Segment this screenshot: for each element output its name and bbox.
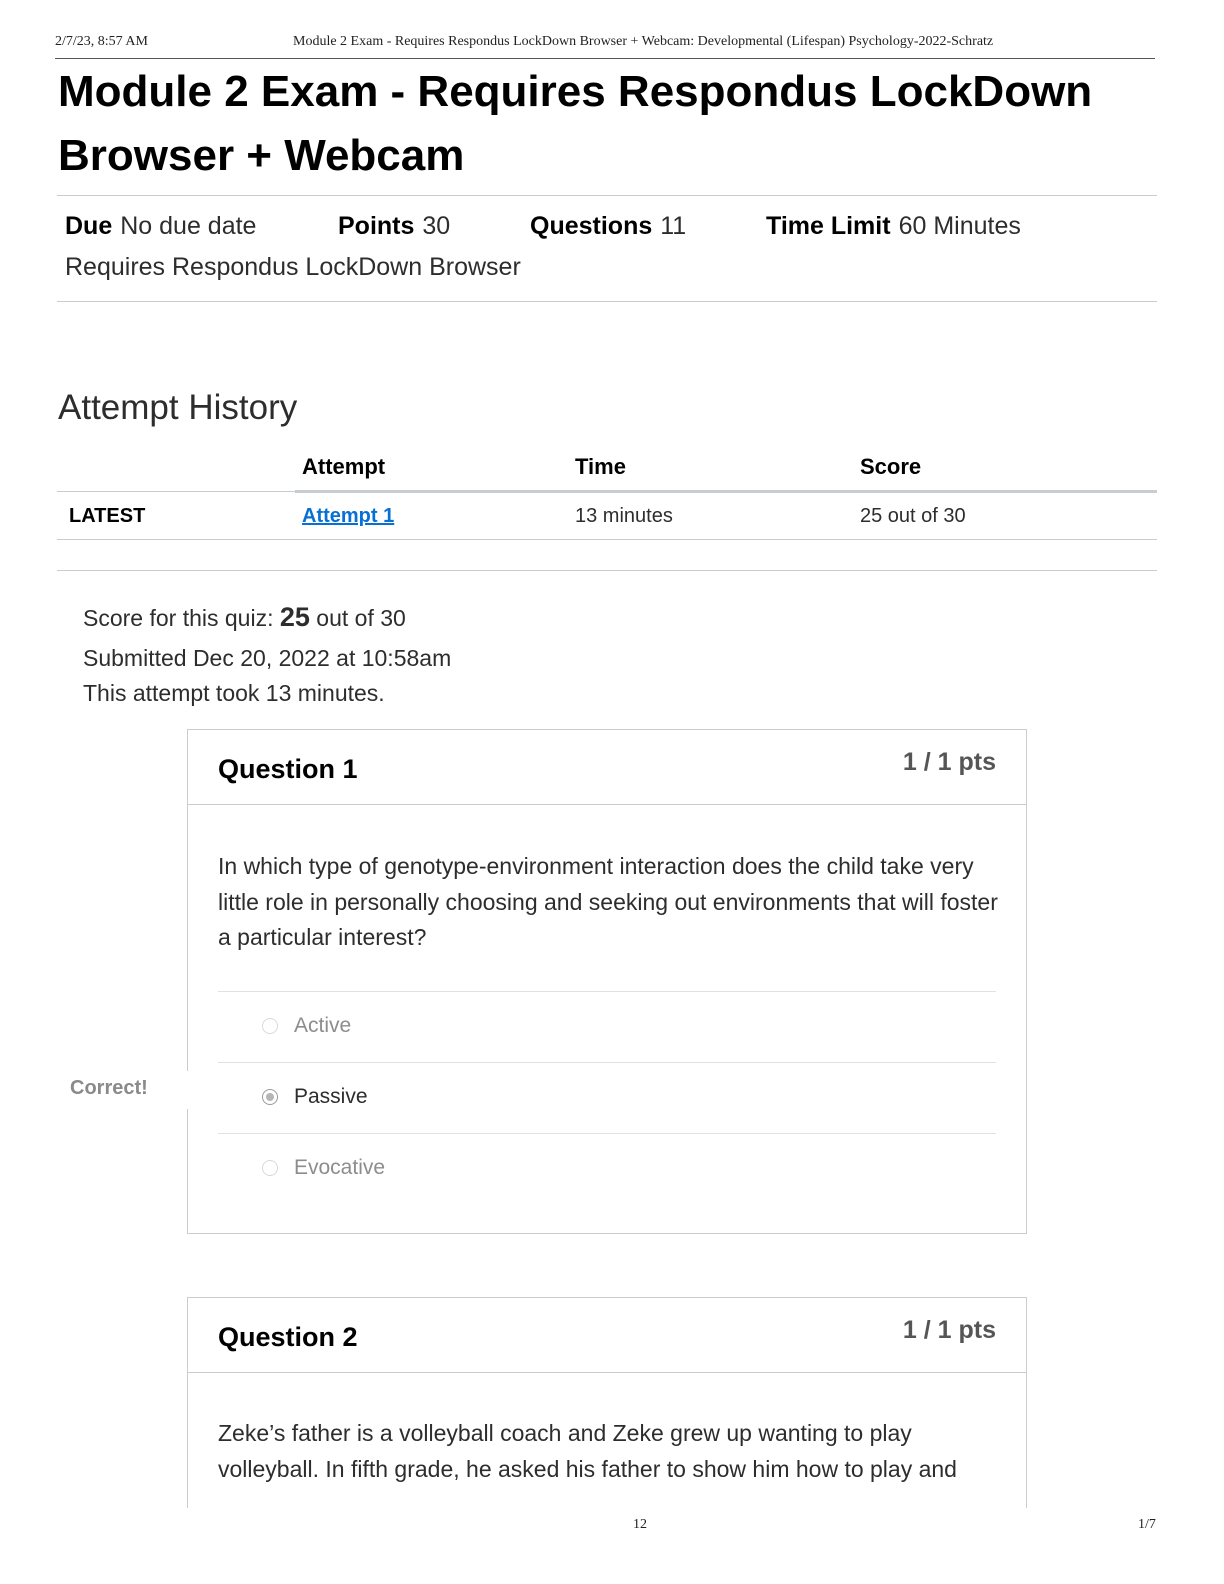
question-title: Question 2	[218, 1322, 358, 1352]
attempt-link[interactable]: Attempt 1	[302, 505, 395, 527]
answer-label: Active	[294, 1014, 352, 1037]
attempt-score: 25 out of 30	[860, 505, 966, 527]
meta-time-limit	[766, 212, 1021, 241]
question-text: In which type of genotype-environment interaction does the child take very little role in personally choosing and seeking out environments that will foster a particular interest?	[218, 853, 998, 950]
correct-feedback-label: Correct!	[70, 1077, 148, 1099]
question-points: 1 / 1 pts	[902, 1316, 996, 1344]
points-value: 30	[422, 212, 451, 240]
answer-divider	[218, 1062, 996, 1063]
answer-divider	[218, 1133, 996, 1134]
lockdown-note: Requires Respondus LockDown Browser	[65, 253, 521, 281]
answer-option-selected[interactable]	[262, 1082, 368, 1112]
question-card	[187, 729, 1027, 1234]
print-doc-title: Module 2 Exam - Requires Respondus LockDown Browser + Webcam: Developmental (Lifespan) Psychology-2022-Schratz	[293, 34, 994, 49]
questions-value: 11	[660, 212, 687, 240]
meta-questions	[530, 212, 686, 241]
meta-due	[65, 212, 256, 241]
due-value: No due date	[120, 212, 257, 240]
answer-label: Passive	[294, 1085, 368, 1108]
answer-option[interactable]	[262, 1153, 385, 1183]
answer-option[interactable]	[262, 1011, 351, 1041]
points-label: Points	[338, 212, 415, 240]
answer-label: Evocative	[294, 1156, 386, 1179]
question-header	[188, 1298, 1026, 1373]
page-bottom-mask	[180, 1508, 1040, 1584]
latest-tag: LATEST	[69, 505, 146, 527]
feedback-notch	[187, 1071, 189, 1109]
submitted-timestamp: Submitted Dec 20, 2022 at 10:58am	[83, 645, 452, 671]
meta-points	[338, 212, 450, 241]
table-header-rule	[57, 491, 295, 492]
page-title: Module 2 Exam - Requires Respondus LockDown Browser + Webcam	[58, 67, 1093, 180]
radio-unchecked-icon[interactable]	[262, 1160, 278, 1176]
due-label: Due	[65, 212, 113, 240]
column-header-time: Time	[575, 454, 626, 479]
score-suffix: out of 30	[316, 605, 406, 631]
print-datetime: 2/7/23, 8:57 AM	[55, 34, 148, 49]
column-header-score: Score	[860, 454, 922, 479]
table-row-divider	[57, 539, 1157, 540]
column-header-attempt: Attempt	[302, 454, 386, 479]
print-page-count: 1/7	[1138, 1517, 1156, 1532]
print-page-label: 12	[633, 1517, 647, 1532]
attempt-history-title: Attempt History	[58, 388, 298, 427]
question-card	[187, 1297, 1027, 1518]
question-text: Zeke’s father is a volleyball coach and Zeke grew up wanting to play volleyball. In fifth grade, he asked his father to show him how to play and	[218, 1420, 957, 1482]
question-points: 1 / 1 pts	[902, 748, 996, 776]
quiz-score-line	[83, 602, 406, 633]
score-prefix: Score for this quiz:	[83, 605, 274, 631]
radio-unchecked-icon[interactable]	[262, 1018, 278, 1034]
question-title: Question 1	[218, 754, 358, 784]
answer-divider	[218, 991, 996, 992]
section-divider	[57, 570, 1157, 571]
attempt-duration: This attempt took 13 minutes.	[83, 680, 385, 706]
table-header-rule-bold	[295, 490, 1157, 493]
title-divider	[57, 195, 1157, 196]
print-header	[55, 34, 1155, 59]
radio-checked-icon[interactable]	[262, 1089, 278, 1105]
time-limit-label: Time Limit	[766, 212, 891, 240]
questions-label: Questions	[530, 212, 653, 240]
question-header	[188, 730, 1026, 805]
score-value: 25	[279, 602, 310, 632]
time-limit-value: 60 Minutes	[898, 212, 1021, 240]
attempt-time: 13 minutes	[575, 505, 673, 527]
meta-divider	[57, 301, 1157, 302]
